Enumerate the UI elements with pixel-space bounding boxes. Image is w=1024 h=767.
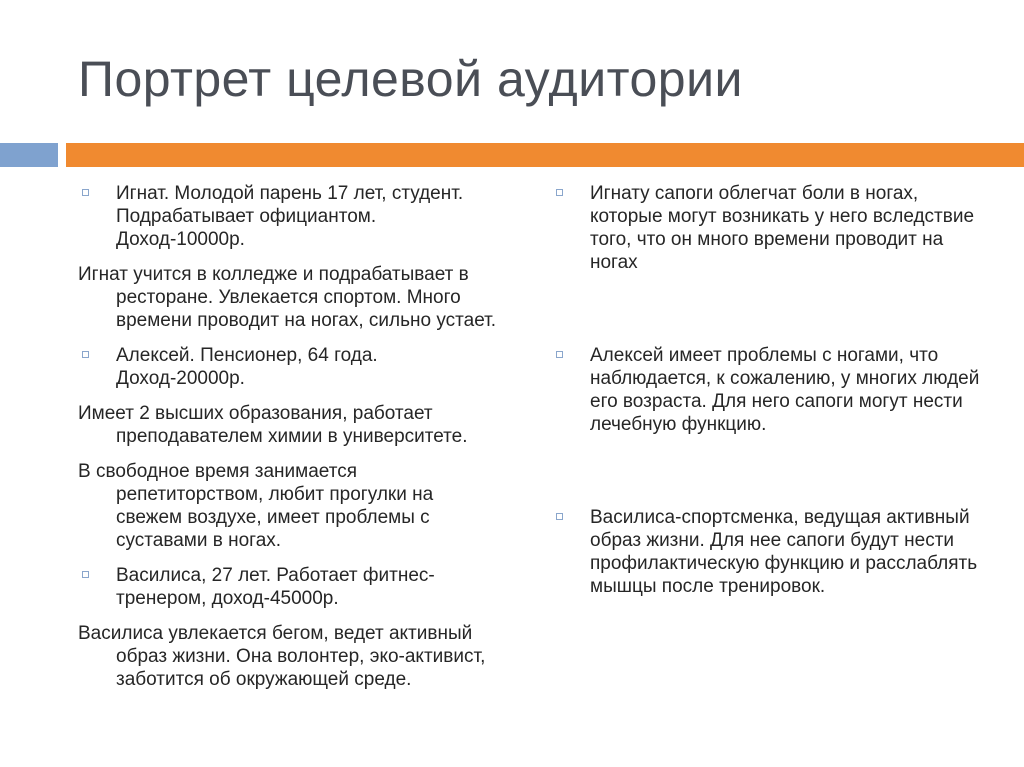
- square-bullet-icon: [82, 571, 89, 578]
- list-item: Василиса-спортсменка, ведущая активный образ жизни. Для нее сапоги будут нести профилактическую функцию и расслаблять мышцы после тренировок.: [552, 506, 982, 598]
- list-item: Василиса, 27 лет. Работает фитнес-тренером, доход-45000р.: [78, 564, 498, 610]
- accent-bar-orange: [66, 143, 1024, 167]
- list-item: Игнату сапоги облегчат боли в ногах, которые могут возникать у него вследствие того, что он много времени проводит на ногах: [552, 182, 982, 274]
- square-bullet-icon: [556, 189, 563, 196]
- list-item: Имеет 2 высших образования, работает преподавателем химии в университете.: [78, 403, 468, 447]
- list-item: Игнат. Молодой парень 17 лет, студент. Подрабатывает официантом. Доход-10000р.: [78, 182, 498, 251]
- accent-bar-blue: [0, 143, 58, 167]
- list-item: Игнат учится в колледже и подрабатывает в ресторане. Увлекается спортом. Много времени проводит на ногах, сильно устает.: [78, 264, 496, 331]
- square-bullet-icon: [82, 351, 89, 358]
- slide-title: Портрет целевой аудитории: [78, 51, 743, 107]
- square-bullet-icon: [556, 351, 563, 358]
- left-column: [78, 182, 498, 691]
- list-item: Алексей. Пенсионер, 64 года. Доход-20000р.: [78, 344, 498, 390]
- list-item: В свободное время занимается репетиторством, любит прогулки на свежем воздухе, имеет проблемы с суставами в ногах.: [78, 461, 434, 551]
- right-column: [552, 182, 982, 598]
- list-item: Василиса увлекается бегом, ведет активный образ жизни. Она волонтер, эко-активист, заботится об окружающей среде.: [78, 623, 486, 690]
- square-bullet-icon: [556, 513, 563, 520]
- list-item: Алексей имеет проблемы с ногами, что наблюдается, к сожалению, у многих людей его возраста. Для него сапоги могут нести лечебную функцию.: [552, 344, 982, 436]
- square-bullet-icon: [82, 189, 89, 196]
